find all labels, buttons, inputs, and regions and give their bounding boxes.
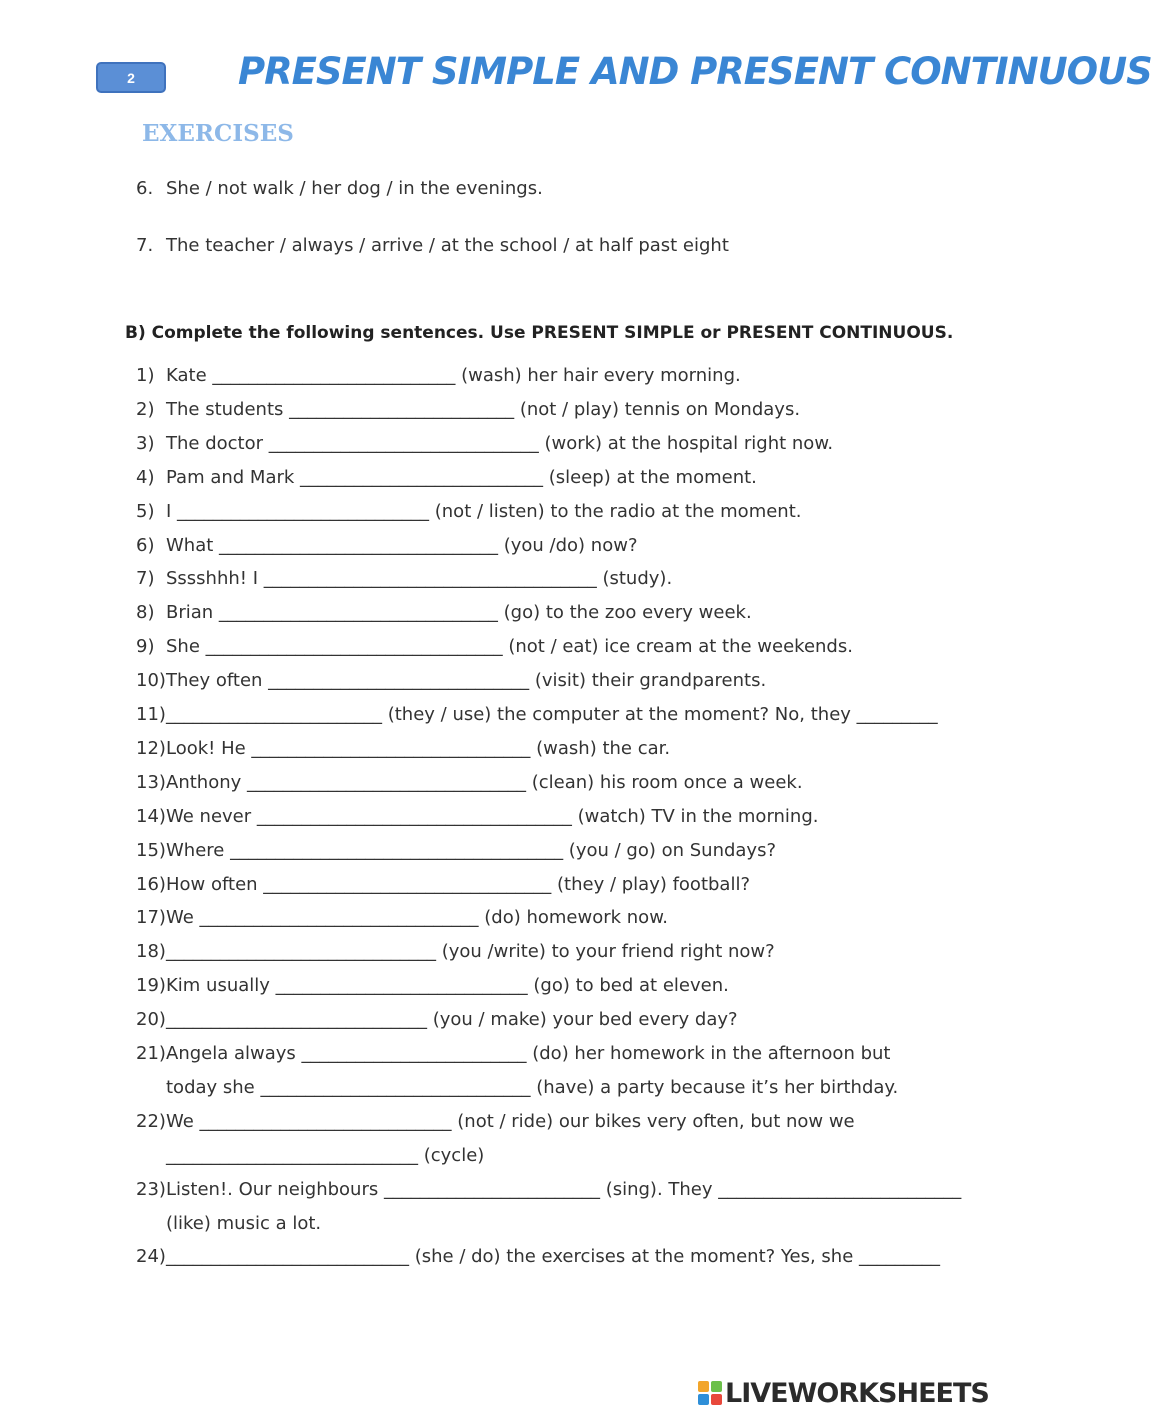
- item-number: 8): [136, 602, 155, 624]
- item-number: 7.: [136, 235, 154, 256]
- item-text: She _________________________________ (not / eat) ice cream at the weekends.: [166, 636, 853, 658]
- item-text: Anthony _______________________________ (clean) his room once a week.: [166, 771, 803, 793]
- item-number: 4): [136, 466, 155, 488]
- item-number: 17): [136, 907, 166, 929]
- item-text: ______________________________ (you /write) to your friend right now?: [166, 941, 775, 963]
- item-text: Kate ___________________________ (wash) her hair every morning.: [166, 365, 741, 386]
- item-text: Brian _______________________________ (go) to the zoo every week.: [166, 602, 752, 624]
- item-number: 21): [136, 1043, 166, 1064]
- item-text: ________________________ (they / use) the computer at the moment? No, they _________: [166, 704, 938, 725]
- item-text: How often ________________________________ (they / play) football?: [166, 873, 751, 895]
- item-number: 22): [136, 1110, 166, 1132]
- item-number: 7): [136, 568, 155, 590]
- logo-square: [698, 1381, 709, 1392]
- item-text: Listen!. Our neighbours ________________________ (sing). They ___________________________: [166, 1178, 962, 1200]
- item-number: 20): [136, 1009, 166, 1031]
- item-text: Where _____________________________________ (you / go) on Sundays?: [166, 839, 777, 861]
- page-number-badge: 2: [96, 62, 166, 93]
- item-text: We ____________________________ (not / ride) our bikes very often, but now we: [166, 1110, 855, 1132]
- item-text: today she ______________________________ (have) a party because it’s her birthday.: [166, 1076, 899, 1098]
- item-text: We _______________________________ (do) homework now.: [166, 907, 668, 929]
- logo-square: [711, 1394, 722, 1405]
- item-number: 9): [136, 636, 155, 658]
- liveworksheets-logo: [698, 1376, 989, 1410]
- item-number: 24): [136, 1246, 166, 1268]
- item-text: Kim usually ____________________________ (go) to bed at eleven.: [166, 975, 729, 997]
- item-number: 11): [136, 704, 166, 725]
- item-text: We never ___________________________________ (watch) TV in the morning.: [166, 805, 819, 827]
- item-number: 15): [136, 839, 166, 861]
- item-number: 6): [136, 534, 155, 556]
- logo-square: [711, 1381, 722, 1392]
- item-text: Look! He _______________________________ (wash) the car.: [166, 737, 671, 759]
- item-text: She / not walk / her dog / in the evenings.: [166, 178, 543, 199]
- part-b-heading: B) Complete the following sentences. Use PRESENT SIMPLE or PRESENT CONTINUOUS.: [125, 323, 954, 343]
- item-text: Pam and Mark ___________________________ (sleep) at the moment.: [166, 466, 757, 488]
- item-text: (like) music a lot.: [166, 1212, 322, 1234]
- item-number: 23): [136, 1178, 166, 1200]
- item-text: The teacher / always / arrive / at the school / at half past eight: [166, 235, 729, 256]
- item-number: 5): [136, 500, 155, 522]
- item-text: ___________________________ (she / do) the exercises at the moment? Yes, she _________: [166, 1246, 940, 1268]
- item-text: What _______________________________ (you /do) now?: [166, 534, 638, 556]
- logo-text: LIVEWORKSHEETS: [725, 1377, 989, 1409]
- item-number: 1): [136, 365, 155, 386]
- item-number: 10): [136, 670, 166, 692]
- exercises-subtitle: EXERCISES: [142, 120, 294, 147]
- item-text: I ____________________________ (not / listen) to the radio at the moment.: [166, 500, 802, 522]
- logo-square: [698, 1394, 709, 1405]
- logo-mark-icon: [698, 1381, 722, 1405]
- item-text: The doctor ______________________________ (work) at the hospital right now.: [166, 432, 834, 454]
- item-number: 16): [136, 873, 166, 895]
- item-number: 14): [136, 805, 166, 827]
- item-text: The students _________________________ (not / play) tennis on Mondays.: [166, 398, 801, 420]
- item-number: 6.: [136, 178, 154, 199]
- item-text: ____________________________ (cycle): [166, 1144, 485, 1166]
- item-number: 12): [136, 737, 166, 759]
- item-number: 19): [136, 975, 166, 997]
- item-number: 2): [136, 398, 155, 420]
- item-number: 18): [136, 941, 166, 963]
- worksheet-title: PRESENT SIMPLE AND PRESENT CONTINUOUS: [238, 50, 1152, 93]
- item-text: _____________________________ (you / make) your bed every day?: [166, 1009, 738, 1031]
- item-text: Sssshhh! I _____________________________________ (study).: [166, 568, 673, 590]
- item-text: Angela always _________________________ (do) her homework in the afternoon but: [166, 1043, 891, 1064]
- item-number: 3): [136, 432, 155, 454]
- item-number: 13): [136, 771, 166, 793]
- item-text: They often _____________________________ (visit) their grandparents.: [166, 670, 767, 692]
